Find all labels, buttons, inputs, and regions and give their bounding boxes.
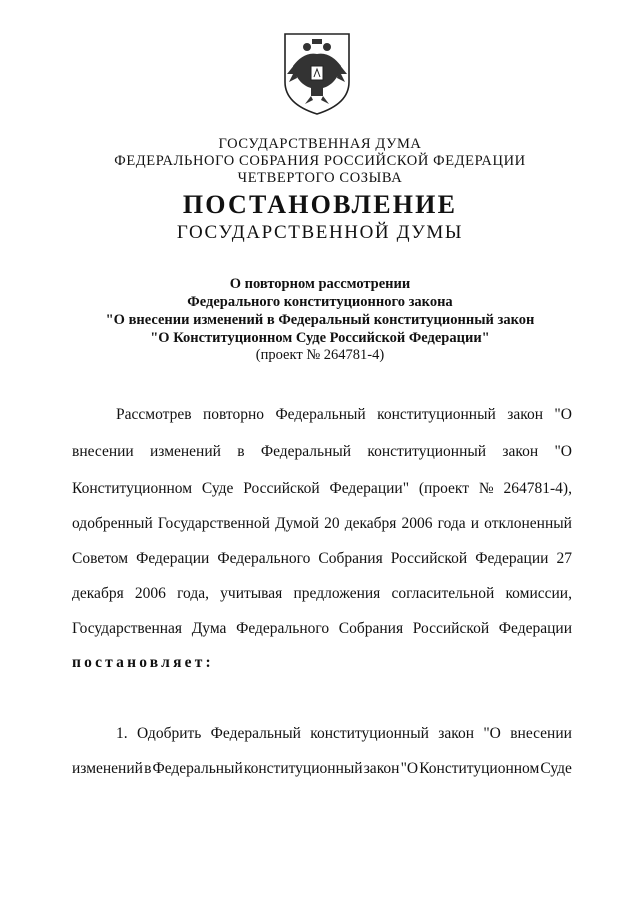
resolves-word: постановляет: [72,654,214,671]
word: 264781-4), [503,480,572,497]
word: Советом [72,550,129,567]
word: одобренный [72,515,153,532]
word: Думой [275,515,320,532]
body-line [72,442,572,462]
word: "О [483,725,501,742]
body-line [72,549,572,569]
word: "О [400,760,419,777]
word: Федерации [498,620,572,637]
subject-line-3: "О внесении изменений в Федеральный конституционный закон [105,312,535,328]
word: отклоненный [484,515,572,532]
org-line-3: ЧЕТВЕРТОГО СОЗЫВА [237,170,403,186]
word: конституционный [243,760,363,777]
word: закон [438,725,475,742]
word: Суде [201,480,234,497]
word: повторно [202,406,265,423]
word: изменений [72,760,143,777]
body-line [72,619,572,639]
word: внесении [72,443,134,460]
word: и [470,515,480,532]
body-line [116,405,572,425]
org-line-1: ГОСУДАРСТВЕННАЯ ДУМА [218,136,422,152]
word: в [144,760,152,777]
word: "О [554,406,572,423]
word: года [437,515,466,532]
word: 2006 [134,585,166,602]
word: Российской [390,550,468,567]
word: 20 [324,515,340,532]
word: Государственная [72,620,183,637]
word: № [478,480,494,497]
word: года, [177,585,209,602]
word: закон [502,443,539,460]
word: Одобрить [136,725,202,742]
word: согласительной [391,585,495,602]
word: Собрания [318,550,383,567]
word: Суде [540,760,572,777]
word: Российской [243,480,320,497]
word: изменений [150,443,221,460]
word: внесении [510,725,572,742]
body-line [72,514,572,534]
word: Федеральный [275,406,366,423]
word: Конституционном [72,480,193,497]
word: Собрания [338,620,404,637]
word: декабря [72,585,124,602]
subject-line-1: О повторном рассмотрении [229,276,411,292]
org-line-2: ФЕДЕРАЛЬНОГО СОБРАНИЯ РОССИЙСКОЙ ФЕДЕРАЦИИ [114,153,526,169]
document-title: ПОСТАНОВЛЕНИЕ [182,190,458,219]
body-line [72,584,572,604]
word: учитывая [220,585,283,602]
body-line [72,479,572,499]
subject-line-4: "О Конституционном Суде Российской Федерации" [150,330,490,346]
word: Федеральный [152,760,243,777]
word: "О [554,443,572,460]
word: 27 [556,550,572,567]
project-number: (проект № 264781-4) [255,347,385,363]
word: Федеральный [210,725,301,742]
word: комиссии, [505,585,572,602]
word: конституционный [367,443,487,460]
word: закон [507,406,544,423]
word: декабря [344,515,397,532]
word: Дума [191,620,227,637]
word: Федерального [217,550,311,567]
subject-line-2: Федерального конституционного закона [187,294,453,310]
word: закон [363,760,400,777]
word: в [237,443,245,460]
word: конституционный [377,406,496,423]
word: конституционный [310,725,429,742]
word: предложения [293,585,381,602]
word: Рассмотрев [116,406,192,423]
word: Конституционном [419,760,540,777]
word: Государственной [157,515,270,532]
word: Федерального [236,620,330,637]
word: 1. [116,725,128,742]
word: (проект [418,480,470,497]
word: Российской [412,620,490,637]
item-line [116,724,572,744]
word: 2006 [401,515,433,532]
word: Федерации [136,550,210,567]
document-subtitle: ГОСУДАРСТВЕННОЙ ДУМЫ [176,222,464,243]
word: Федеральный [260,443,352,460]
word: Федерации [475,550,549,567]
coat-of-arms-icon [281,30,353,116]
item-line [72,759,572,779]
word: Федерации" [329,480,410,497]
